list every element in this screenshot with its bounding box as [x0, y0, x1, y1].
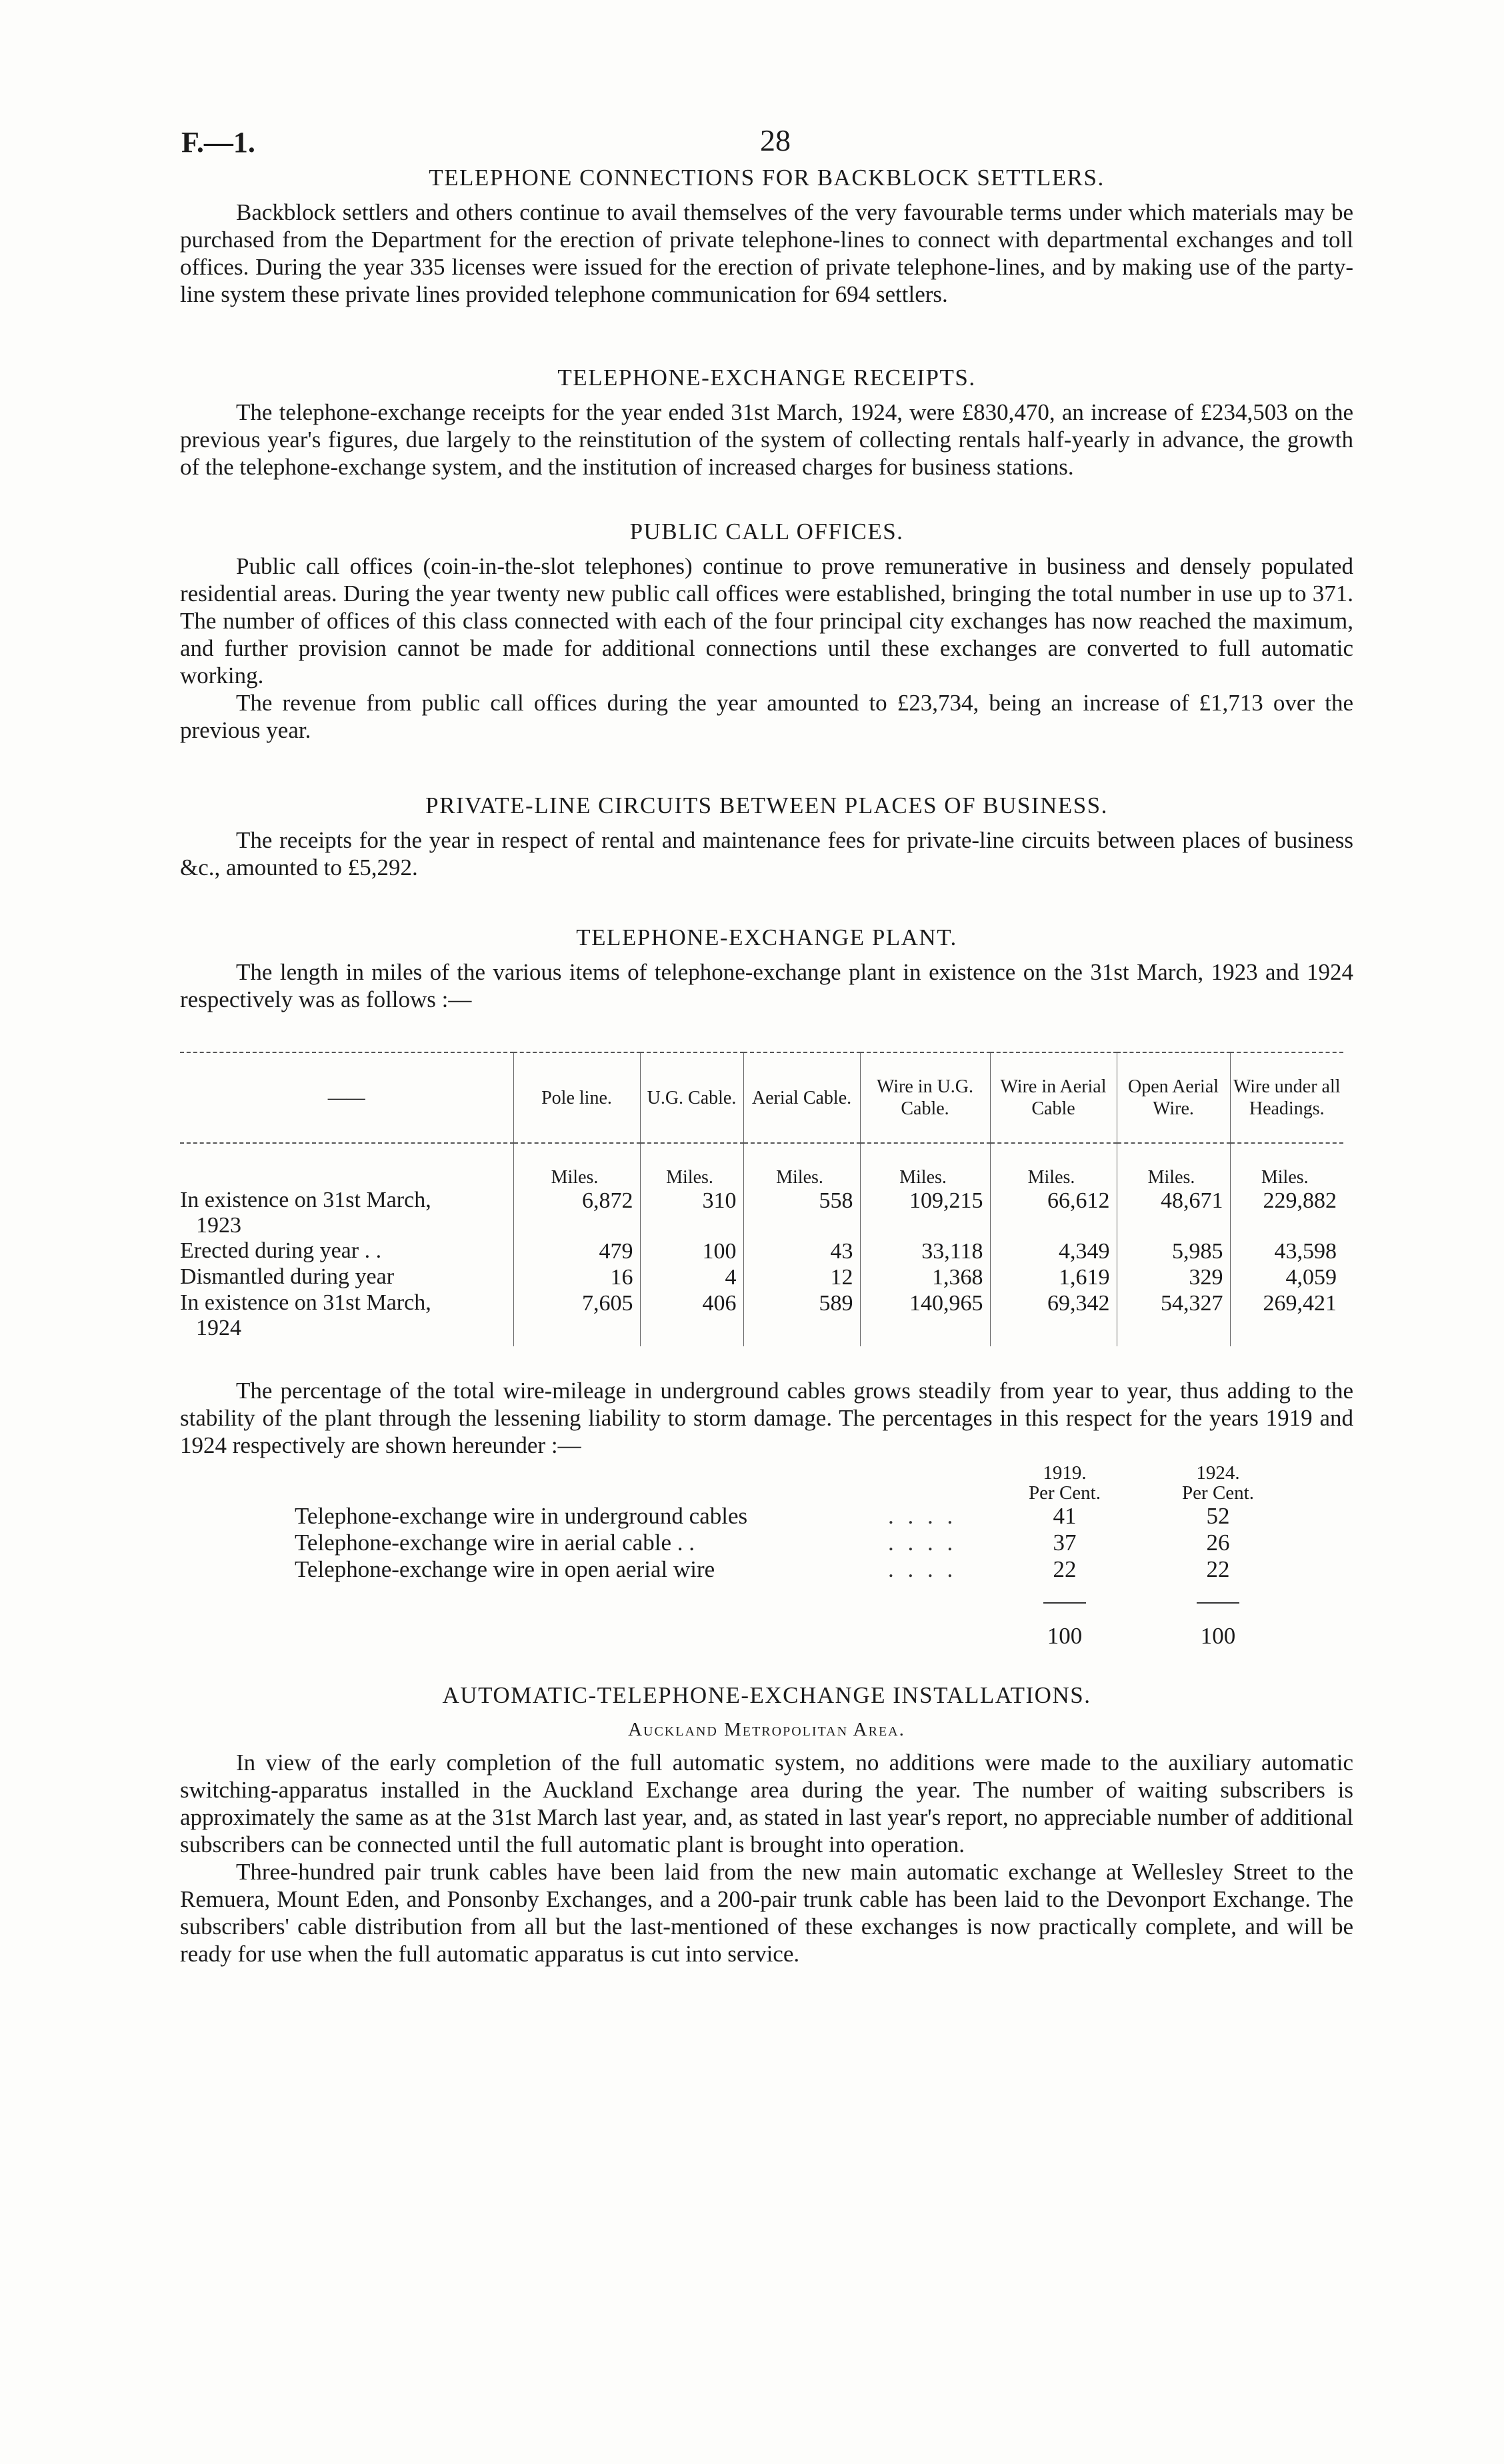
paragraph: Backblock settlers and others continue to avail themselves of the very favourable terms under which materials may be purchased from the Department for the erection of private telephone-lines to connect with departmental exchanges and toll offices. During the year 335 licenses were issued for the erection of private telephone-lines, and by making use of the party-line system these private lines provided telephone communication for 694 settlers.: [180, 199, 1353, 307]
section-title: TELEPHONE CONNECTIONS FOR BACKBLOCK SETTLERS.: [429, 165, 1105, 191]
row-label-text: In existence on 31st March,: [180, 1290, 431, 1315]
table-cell: 69,342: [990, 1290, 1117, 1346]
unit-cell: Miles.: [1230, 1143, 1343, 1188]
row-label: Erected during year . .: [180, 1238, 382, 1263]
column-header-blank: ——: [180, 1052, 513, 1143]
section-exchange-receipts: [180, 364, 1353, 481]
table-row: [180, 1290, 1343, 1346]
total-rule-row: [180, 1583, 1295, 1610]
year-header-row: [180, 1463, 1295, 1483]
paragraph: The percentage of the total wire-mileage in underground cables grows steadily from year to year, thus adding to the stability of the plant through the lessening liability to storm damage. The percentages in this respect for the years 1919 and 1924 respectively are shown hereunder :—: [180, 1378, 1353, 1458]
table-cell: 558: [743, 1188, 860, 1238]
column-header: Wire in Aerial Cable: [990, 1052, 1117, 1143]
section-exchange-plant: [180, 924, 1353, 1650]
row-label-year: 1924: [196, 1316, 241, 1340]
table-cell: 4,059: [1230, 1264, 1343, 1290]
section-title: TELEPHONE-EXCHANGE PLANT.: [576, 924, 957, 950]
table-cell: 52: [1206, 1503, 1230, 1529]
table-cell: 1,368: [860, 1264, 990, 1290]
column-header: Open Aerial Wire.: [1117, 1052, 1230, 1143]
paragraph: The revenue from public call offices during the year amounted to £23,734, being an increase of £1,713 over the previous year.: [180, 690, 1353, 743]
column-header: Wire under all Headings.: [1230, 1052, 1343, 1143]
section-backblock-settlers: [180, 164, 1353, 308]
plant-table: [180, 1052, 1343, 1346]
report-page: [180, 113, 1353, 1967]
table-row: [180, 1188, 1343, 1238]
page-header: [180, 113, 1353, 164]
table-cell: 100: [640, 1238, 743, 1264]
section-automatic-installations: [180, 1682, 1353, 1967]
table-cell: 16: [513, 1264, 640, 1290]
table-cell: 48,671: [1117, 1188, 1230, 1238]
section-title: TELEPHONE-EXCHANGE RECEIPTS.: [557, 365, 976, 391]
table-cell: 1,619: [990, 1264, 1117, 1290]
table-cell: 22: [1053, 1556, 1077, 1582]
unit-cell: Miles.: [640, 1143, 743, 1188]
year-header: 1919.: [1043, 1462, 1087, 1484]
table-cell: 41: [1053, 1503, 1077, 1529]
unit-cell: Miles.: [1117, 1143, 1230, 1188]
column-header: Pole line.: [513, 1052, 640, 1143]
table-cell: 4,349: [990, 1238, 1117, 1264]
table-cell: 109,215: [860, 1188, 990, 1238]
unit-header: Per Cent.: [1029, 1482, 1101, 1504]
unit-header: Per Cent.: [1182, 1482, 1254, 1504]
table-header-row: [180, 1052, 1343, 1143]
unit-cell: Miles.: [990, 1143, 1117, 1188]
table-cell: 54,327: [1117, 1290, 1230, 1346]
section-title: PRIVATE-LINE CIRCUITS BETWEEN PLACES OF BUSINESS.: [425, 792, 1108, 818]
leader-dots: . . . .: [888, 1530, 957, 1556]
table-row: [180, 1503, 1295, 1530]
paragraph: The receipts for the year in respect of rental and maintenance fees for private-line circuits between places of business &c., amounted to £5,292.: [180, 827, 1353, 880]
table-cell: 37: [1053, 1530, 1077, 1556]
section-public-call-offices: [180, 518, 1353, 744]
total-rule: [1043, 1602, 1086, 1604]
table-cell: 26: [1206, 1530, 1230, 1556]
table-row: [180, 1556, 1295, 1583]
total-row: [180, 1610, 1295, 1650]
row-label-text: In existence on 31st March,: [180, 1188, 431, 1212]
table-cell: 43,598: [1230, 1238, 1343, 1264]
table-cell: 66,612: [990, 1188, 1117, 1238]
section-subtitle: Auckland Metropolitan Area.: [628, 1719, 905, 1740]
table-row: [180, 1264, 1343, 1290]
table-cell: 22: [1206, 1556, 1230, 1582]
unit-cell: Miles.: [860, 1143, 990, 1188]
table-cell: 140,965: [860, 1290, 990, 1346]
table-cell: 406: [640, 1290, 743, 1346]
section-private-line-circuits: [180, 792, 1353, 881]
table-cell: 43: [743, 1238, 860, 1264]
leader-dots: . . . .: [888, 1503, 957, 1529]
page-number: 28: [760, 123, 791, 157]
table-cell: 229,882: [1230, 1188, 1343, 1238]
table-cell: 7,605: [513, 1290, 640, 1346]
section-title: AUTOMATIC-TELEPHONE-EXCHANGE INSTALLATIONS.: [442, 1682, 1091, 1708]
table-cell: 4: [640, 1264, 743, 1290]
row-label: Telephone-exchange wire in aerial cable . .: [295, 1530, 695, 1556]
paragraph: The length in miles of the various items of telephone-exchange plant in existence on the 31st March, 1923 and 1924 respectively was as follows :—: [180, 959, 1353, 1012]
table-cell: 12: [743, 1264, 860, 1290]
paragraph: In view of the early completion of the full automatic system, no additions were made to the auxiliary automatic switching-apparatus installed in the Auckland Exchange area during the year. The number of waiting subscribers is approximately the same as at the 31st March last year, and, as stated in last year's report, no appreciable number of additional subscribers can be connected until the full automatic plant is brought into operation.: [180, 1750, 1353, 1857]
row-label: Dismantled during year: [180, 1264, 395, 1289]
table-cell: 6,872: [513, 1188, 640, 1238]
percentage-table: [180, 1463, 1295, 1650]
units-label-cell: [180, 1143, 513, 1188]
column-header: Aerial Cable.: [743, 1052, 860, 1143]
total-rule: [1197, 1602, 1239, 1604]
table-cell: 589: [743, 1290, 860, 1346]
year-header: 1924.: [1196, 1462, 1240, 1484]
table-cell: 33,118: [860, 1238, 990, 1264]
total-cell: 100: [1047, 1623, 1083, 1649]
unit-cell: Miles.: [513, 1143, 640, 1188]
table-cell: 5,985: [1117, 1238, 1230, 1264]
paragraph: Three-hundred pair trunk cables have been laid from the new main automatic exchange at Wellesley Street to the Remuera, Mount Eden, and Ponsonby Exchanges, and a 200-pair trunk cable has been laid to the Devonport Exchange. The subscribers' cable distribution from all but the last-mentioned of these exchanges is now practically complete, and will be ready for use when the full automatic apparatus is cut into service.: [180, 1859, 1353, 1967]
table-cell: 269,421: [1230, 1290, 1343, 1346]
row-label: Telephone-exchange wire in open aerial wire: [295, 1556, 715, 1582]
total-cell: 100: [1200, 1623, 1236, 1649]
table-cell: 479: [513, 1238, 640, 1264]
table-row: [180, 1530, 1295, 1556]
row-label: [180, 1188, 513, 1238]
document-reference: F.—1.: [181, 126, 255, 159]
leader-dots: . . . .: [888, 1556, 957, 1582]
row-label: Telephone-exchange wire in underground cables: [295, 1503, 748, 1529]
table-row: [180, 1238, 1343, 1264]
column-header: Wire in U.G. Cable.: [860, 1052, 990, 1143]
unit-header-row: [180, 1483, 1295, 1503]
units-row: [180, 1143, 1343, 1188]
paragraph: Public call offices (coin-in-the-slot telephones) continue to prove remunerative in business and densely populated residential areas. During the year twenty new public call offices were established, bringing the total number in use up to 371. The number of offices of this class connected with each of the four principal city exchanges has now reached the maximum, and further provision cannot be made for additional connections until these exchanges are converted to full automatic working.: [180, 553, 1353, 688]
row-label-year: 1923: [196, 1213, 241, 1238]
section-title: PUBLIC CALL OFFICES.: [629, 519, 904, 545]
unit-cell: Miles.: [743, 1143, 860, 1188]
table-cell: 329: [1117, 1264, 1230, 1290]
table-cell: 310: [640, 1188, 743, 1238]
paragraph: The telephone-exchange receipts for the year ended 31st March, 1924, were £830,470, an increase of £234,503 on the previous year's figures, due largely to the reinstitution of the system of collecting rentals half-yearly in advance, the growth of the telephone-exchange system, and the institution of increased charges for business stations.: [180, 399, 1353, 480]
column-header: U.G. Cable.: [640, 1052, 743, 1143]
row-label: [180, 1290, 513, 1346]
